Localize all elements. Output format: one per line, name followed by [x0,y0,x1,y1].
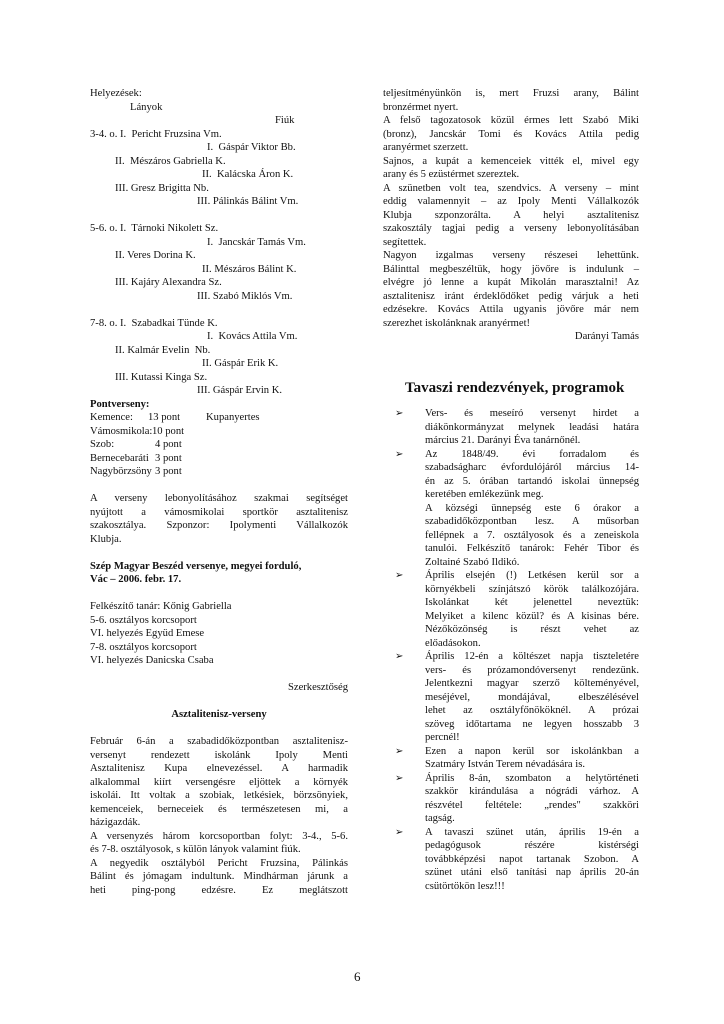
points-heading: Pontverseny: [90,398,150,410]
result-line: II. Gáspár Erik K. [202,358,279,369]
arrow-bullet-icon: ➢ [395,745,404,757]
result-line: III. Gáspár Ervin K. [197,385,283,396]
sponsor-paragraph: A verseny lebonyolításához szakmai segítséget nyújtott a vámosmikolai sportkör asztalitenisz szakosztálya. Szponzor: Ipolymenti Vállalkozók Klubja. [90,493,348,545]
result-line: II. Mészáros Bálint K. [202,263,297,275]
szep-line: VI. helyezés Danicska Csaba [90,655,214,666]
arrow-bullet-icon: ➢ [395,408,404,419]
result-line: I. Gáspár Viktor Bb. [207,142,296,153]
result-line: III. Szabó Miklós Vm. [197,290,293,302]
szep-title: Vác – 2006. febr. 17. [90,574,182,585]
arrow-bullet-icon: ➢ [395,772,404,784]
szep-line: 7-8. osztályos korcsoport [90,641,197,653]
program-item: ➢ A tavaszi szünet után, április 19-én a pedagógusok részére kistérségi továbbképzési napot tartanak Szobon. A szünet utáni első tanítási nap április 20-án csütörtökön lesz!!! [395,826,639,892]
szep-title: Szép Magyar Beszéd versenye, megyei forduló, [90,560,302,572]
result-line: 3-4. o. I. Pericht Fruzsina Vm. [90,128,222,140]
result-line: I. Kovács Attila Vm. [207,331,298,342]
programs-title: Tavaszi rendezvények, programok [405,380,625,396]
boys-label: Fiúk [275,115,295,126]
points-row: Szob: 4 pont [90,439,182,450]
girls-label: Lányok [130,101,163,113]
arrow-bullet-icon: ➢ [395,826,404,838]
szep-line: 5-6. osztályos korcsoport [90,614,197,626]
result-line: 5-6. o. I. Tárnoki Nikolett Sz. [90,223,219,234]
left-column [90,87,348,897]
program-item: ➢ Ezen a napon kerül sor iskolánkban a Szatmáry István Terem névadására is. [395,745,639,770]
result-line: II. Mészáros Gabriella K. [115,155,226,167]
right-column [383,87,639,344]
arrow-bullet-icon: ➢ [395,570,404,581]
result-line: II. Kalácska Áron K. [202,169,294,180]
result-line: III. Kajáry Alexandra Sz. [115,277,222,288]
program-item: ➢ Az 1848/49. évi forradalom és szabadságharc évfordulójáról március 14- én az 5. órában tartandó iskolai ünnepség keretében emlékezünk meg. A községi ünnepség este 6 órakor a szabadidőközpontban lesz. A műsorban fellépnek a 7. osztályosok és a zeneiskola tanulói. Felkészítő tanárok: Fehér Tibor és Zoltainé Szabó Ildikó. [395,448,639,568]
author-signature: Darányi Tamás [574,331,639,342]
result-line: II. Kalmár Evelin Nb. [115,344,211,356]
program-item: ➢ Április 8-án, szombaton a helytörténeti szakkör kirándulása a nógrádi várhoz. A részvétel feltétele: „rendes" szakköri tagság. [395,772,639,824]
asztal-title: Asztalitenisz-verseny [171,709,267,720]
points-row: Bernecebaráti 3 pont [90,452,182,464]
page-number: 6 [354,969,361,984]
points-row: Kemence: 13 pont Kupanyertes [90,412,260,423]
points-row: Vámosmikola: 10 pont [90,425,185,437]
result-line: I. Jancskár Tamás Vm. [207,236,306,248]
result-line: III. Pálinkás Bálint Vm. [197,196,299,207]
programs-list [395,407,639,893]
arrow-bullet-icon: ➢ [395,651,404,662]
program-item: ➢ Április elsején (!) Letkésen kerül sor a környékbeli színjátszó körök találkozójára. Iskolánkat két jelenettel neveztük: Melyiket a kilenc közül? és A kisinas bére. Nézőközönség is részt vehet az előadásokon. [395,570,639,649]
asztal-continued: teljesítményünkön is, mert Fruzsi arany, Bálint bronzérmet nyert. A felső tagozatosok közül érmes lett Szabó Miki (bronz), Jancskár Tomi és Kovács Attila pedig aranyérmet szerzett. Sajnos, a kupát a kemenceiek vitték el, mivel egy arany és 5 ezüstérmet szereztek. A szünetben volt tea, szendvics. A verseny – mint eddig valamennyit – az Ipoly Menti Vállalkozók Klubja szponzorálta. A helyi asztalitenisz szakosztály tagjai pedig a verseny lebonyolításában segítettek. Nagyon izgalmas verseny részesei lehettünk. Bálinttal megbeszéltük, hogy jövőre is indulunk – elvégre jó lenne a kupát Mikolán marasztalni! Az asztalitenisz iránt érdeklődőket pedig várjuk a heti edzésekre. Kovács Attila ugyanis jövőre már nem szerezhet iskolánknak aranyérmet! [383,88,639,329]
szep-line: Felkészítő tanár: Kőnig Gabriella [90,601,232,612]
results-heading: Helyezések: [90,88,142,99]
result-line: III. Gresz Brigitta Nb. [115,182,209,194]
points-row: Nagybörzsöny 3 pont [90,466,182,477]
asztal-paragraph: Február 6-án a szabadidőközpontban asztalitenisz- versenyt rendezett iskolánk Ipoly Menti Asztalitenisz Kupa elnevezéssel. A harmadik alkalommal kiírt versengésre eljöttek a környék iskolái. Itt voltak a szobiak, letkésiek, börzsönyiek, kemenceiek, berneceiek és természetesen mi, a házigazdák. A versenyzés három korcsoportban folyt: 3-4., 5-6. és 7-8. osztályosok, s külön lányok valamint fiúk. A negyedik osztályból Pericht Fruzsina, Pálinkás Bálint és jómagam indultunk. Mindhárman járunk a heti ping-pong edzésre. Ez meglátszott [90,736,348,896]
editor-signature: Szerkesztőség [287,682,348,693]
result-line: 7-8. o. I. Szabadkai Tünde K. [90,317,218,329]
szep-line: VI. helyezés Együd Emese [90,628,205,639]
result-line: III. Kutassi Kinga Sz. [115,371,208,383]
program-item: ➢ Vers- és meseíró versenyt hirdet a diákönkormányzat melynek leadási határa március 21. Darányi Éva tanárnőnél. [395,408,639,446]
result-line: II. Veres Dorina K. [115,250,196,261]
arrow-bullet-icon: ➢ [395,448,404,460]
program-item: ➢ Április 12-én a költészet napja tiszteletére vers- és prózamondóversenyt rendezünk. Jelentkezni magyar szerző költeményével, meséjével, mondájával, elbeszélésével lehet az osztályfőnököknél. A prózai szöveg időtartama ne legyen hosszabb 3 percnél! [395,651,639,743]
